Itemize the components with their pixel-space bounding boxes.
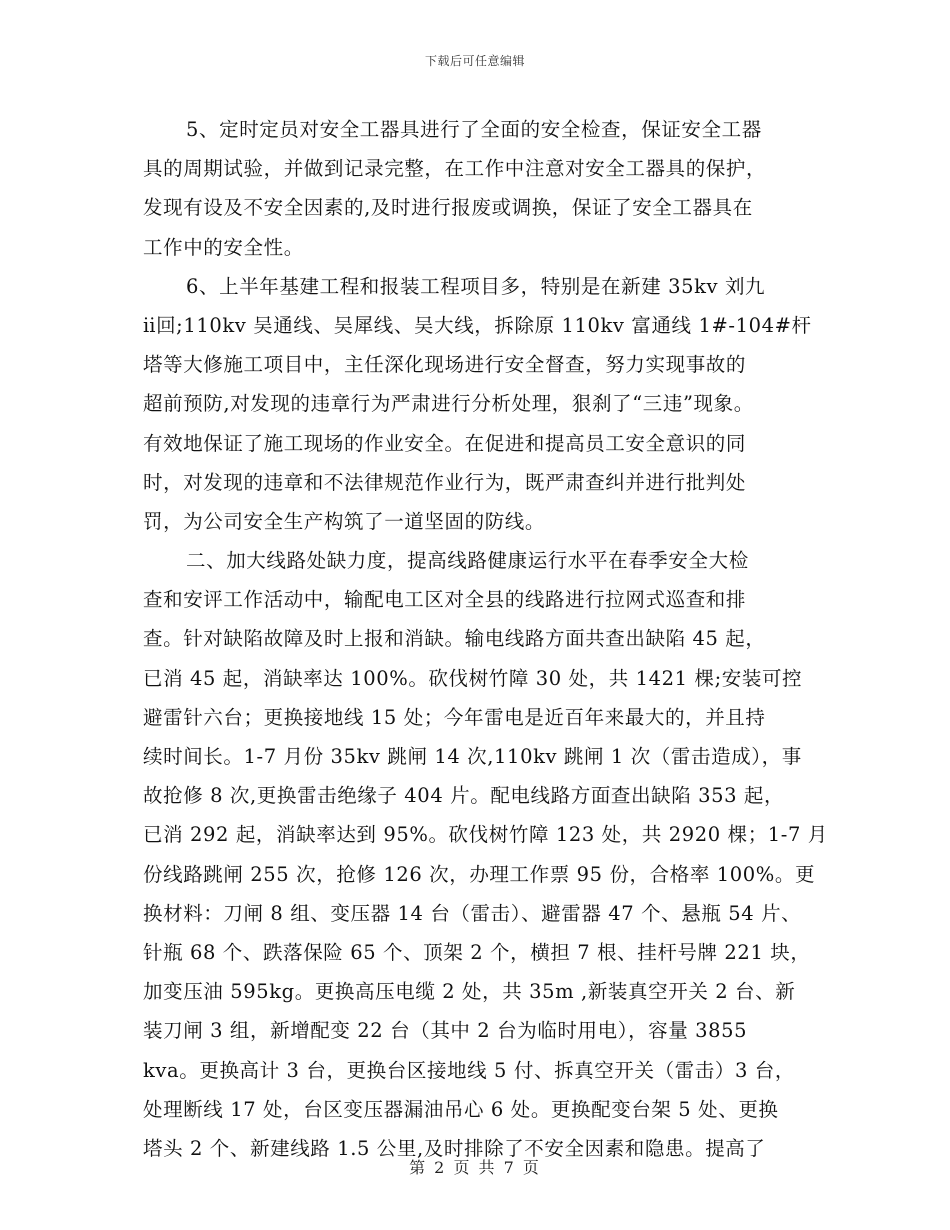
text-line: 换材料：刀闸 8 组、变压器 14 台（雷击）、避雷器 47 个、悬瓶 54 片、 [143, 901, 802, 925]
text-line: 超前预防,对发现的违章行为严肃进行分析处理，狠刹了“三违”现象。 [143, 392, 754, 416]
text-line: 续时间长。1-7 月份 35kv 跳闸 14 次,110kv 跳闸 1 次（雷击造成），事 [143, 745, 802, 768]
text-line: 有效地保证了施工现场的作业安全。在促进和提高员工安全意识的同 [143, 431, 747, 455]
text-line: 份线路跳闸 255 次，抢修 126 次，办理工作票 95 份，合格率 100%。更 [143, 862, 816, 886]
paragraph [143, 267, 823, 541]
text-line: 已消 292 起，消缺率达到 95%。砍伐树竹障 123 处，共 2920 棵；1-7 月 [143, 823, 828, 847]
text-line: 查和安评工作活动中，输配电工区对全县的线路进行拉网式巡查和排 [143, 588, 747, 612]
text-line: 针瓶 68 个、跌落保险 65 个、顶架 2 个，横担 7 根、挂杆号牌 221 块， [143, 940, 811, 964]
text-line: 罚，为公司安全生产构筑了一道坚固的防线。 [143, 509, 546, 533]
text-line: 6、上半年基建工程和报装工程项目多，特别是在新建 35kv 刘九 [186, 274, 766, 298]
paragraph [143, 110, 823, 267]
page-header-note: 下载后可任意编辑 [424, 54, 525, 68]
text-line: 5、定时定员对安全工器具进行了全面的安全检查，保证安全工器 [186, 118, 762, 141]
document-body [143, 110, 828, 1168]
text-line: 加变压油 595kg。更换高压电缆 2 处，共 35m ,新装真空开关 2 台、新 [143, 980, 796, 1004]
text-line: 塔头 2 个、新建线路 1.5 公里,及时排除了不安全因素和隐患。提高了 [143, 1136, 766, 1160]
text-line: 塔等大修施工项目中，主任深化现场进行安全督查，努力实现事故的 [143, 353, 747, 377]
text-line: 处理断线 17 处，台区变压器漏油吊心 6 处。更换配变台架 5 处、更换 [143, 1097, 779, 1121]
text-line: 发现有设及不安全因素的,及时进行报废或调换，保证了安全工器具在 [143, 196, 753, 220]
text-line: 二、加大线路处缺力度，提高线路健康运行水平在春季安全大检 [186, 549, 749, 573]
text-line: 具的周期试验，并做到记录完整，在工作中注意对安全工器具的保护， [143, 157, 767, 181]
text-line: 已消 45 起，消缺率达 100%。砍伐树竹障 30 处，共 1421 棵;安装可控 [143, 666, 803, 690]
paragraph [143, 541, 828, 1168]
text-line: 故抢修 8 次,更换雷击绝缘子 404 片。配电线路方面查出缺陷 353 起， [143, 784, 785, 808]
text-line: 工作中的安全性。 [143, 235, 304, 259]
text-line: 装刀闸 3 组，新增配变 22 台（其中 2 台为临时用电），容量 3855 [143, 1019, 748, 1043]
text-line: 查。针对缺陷故障及时上报和消缺。输电线路方面共查出缺陷 45 起， [143, 627, 766, 651]
text-line: ⅱ回;110kv 吴通线、吴犀线、吴大线，拆除原 110kv 富通线 1#-104#杆 [143, 313, 812, 337]
text-line: 时，对发现的违章和不法律规范作业行为，既严肃查纠并进行批判处 [143, 470, 747, 494]
page-number: 第 2 页 共 7 页 [409, 1158, 541, 1177]
text-line: kva。更换高计 3 台，更换台区接地线 5 付、拆真空开关（雷击）3 台， [143, 1058, 795, 1082]
text-line: 避雷针六台；更换接地线 15 处；今年雷电是近百年来最大的，并且持 [143, 705, 766, 729]
